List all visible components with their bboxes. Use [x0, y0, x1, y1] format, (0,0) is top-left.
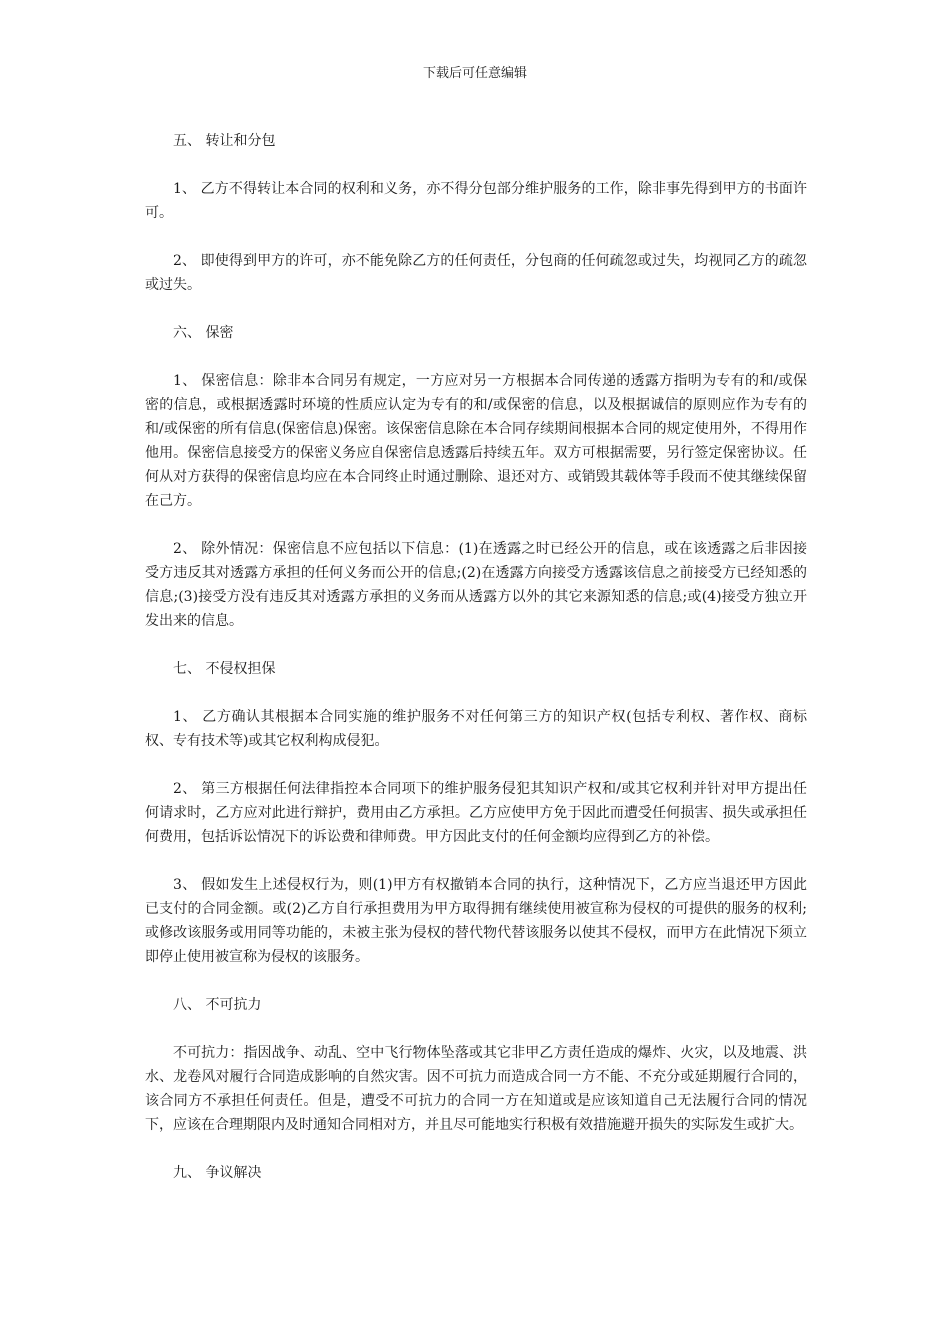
paragraph: 不可抗力：指因战争、动乱、空中飞行物体坠落或其它非甲乙方责任造成的爆炸、火灾，以及地震、洪水、龙卷风对履行合同造成影响的自然灾害。因不可抗力而造成合同一方不能、不充分或延期履行合同的，该合同方不承担任何责任。但是，遭受不可抗力的合同一方在知道或是应该知道自己无法履行合同的情况下，应该在合理期限内及时通知合同相对方，并且尽可能地实行积极有效措施避开损失的实际发生或扩大。: [145, 1045, 807, 1133]
paragraph: 1、 乙方确认其根据本合同实施的维护服务不对任何第三方的知识产权(包括专利权、著作权、商标权、专有技术等)或其它权利构成侵犯。: [145, 709, 807, 749]
paragraph: 1、 保密信息：除非本合同另有规定，一方应对另一方根据本合同传递的透露方指明为专有的和/或保密的信息，或根据透露时环境的性质应认定为专有的和/或保密的信息，以及根据诚信的原则应作为专有的和/或保密的所有信息(保密信息)保密。该保密信息除在本合同存续期间根据本合同的规定使用外，不得用作他用。保密信息接受方的保密义务应自保密信息透露后持续五年。双方可根据需要，另行签定保密协议。任何从对方获得的保密信息均应在本合同终止时通过删除、退还对方、或销毁其载体等手段而不使其继续保留在己方。: [145, 373, 807, 509]
paragraph: 2、 即使得到甲方的许可，亦不能免除乙方的任何责任，分包商的任何疏忽或过失，均视同乙方的疏忽或过失。: [145, 253, 807, 293]
section-heading: 九、 争议解决: [173, 1165, 262, 1181]
section-heading: 八、 不可抗力: [173, 997, 262, 1013]
paragraph: 3、 假如发生上述侵权行为，则(1)甲方有权撤销本合同的执行，这种情况下，乙方应当退还甲方因此已支付的合同金额。或(2)乙方自行承担费用为甲方取得拥有继续使用被宣称为侵权的可提供的服务的权利;或修改该服务或用同等功能的，未被主张为侵权的替代物代替该服务以使其不侵权，而甲方在此情况下须立即停止使用被宣称为侵权的该服务。: [145, 877, 807, 965]
section-heading: 七、 不侵权担保: [173, 661, 276, 677]
paragraph: 2、 第三方根据任何法律指控本合同项下的维护服务侵犯其知识产权和/或其它权利并针对甲方提出任何请求时，乙方应对此进行辩护，费用由乙方承担。乙方应使甲方免于因此而遭受任何损害、损失或承担任何费用，包括诉讼情况下的诉讼费和律师费。甲方因此支付的任何金额均应得到乙方的补偿。: [145, 781, 807, 845]
section-heading: 六、 保密: [173, 325, 234, 341]
paragraph: 1、 乙方不得转让本合同的权利和义务，亦不得分包部分维护服务的工作，除非事先得到甲方的书面许可。: [145, 181, 807, 221]
section-heading: 五、 转让和分包: [173, 133, 276, 149]
document-body: [145, 129, 807, 1185]
paragraph: 2、 除外情况：保密信息不应包括以下信息：(1)在透露之时已经公开的信息，或在该透露之后非因接受方违反其对透露方承担的任何义务而公开的信息;(2)在透露方向接受方透露该信息之前接受方已经知悉的信息;(3)接受方没有违反其对透露方承担的义务而从透露方以外的其它来源知悉的信息;或(4)接受方独立开发出来的信息。: [145, 541, 807, 629]
header-note: 下载后可任意编辑: [422, 66, 527, 81]
